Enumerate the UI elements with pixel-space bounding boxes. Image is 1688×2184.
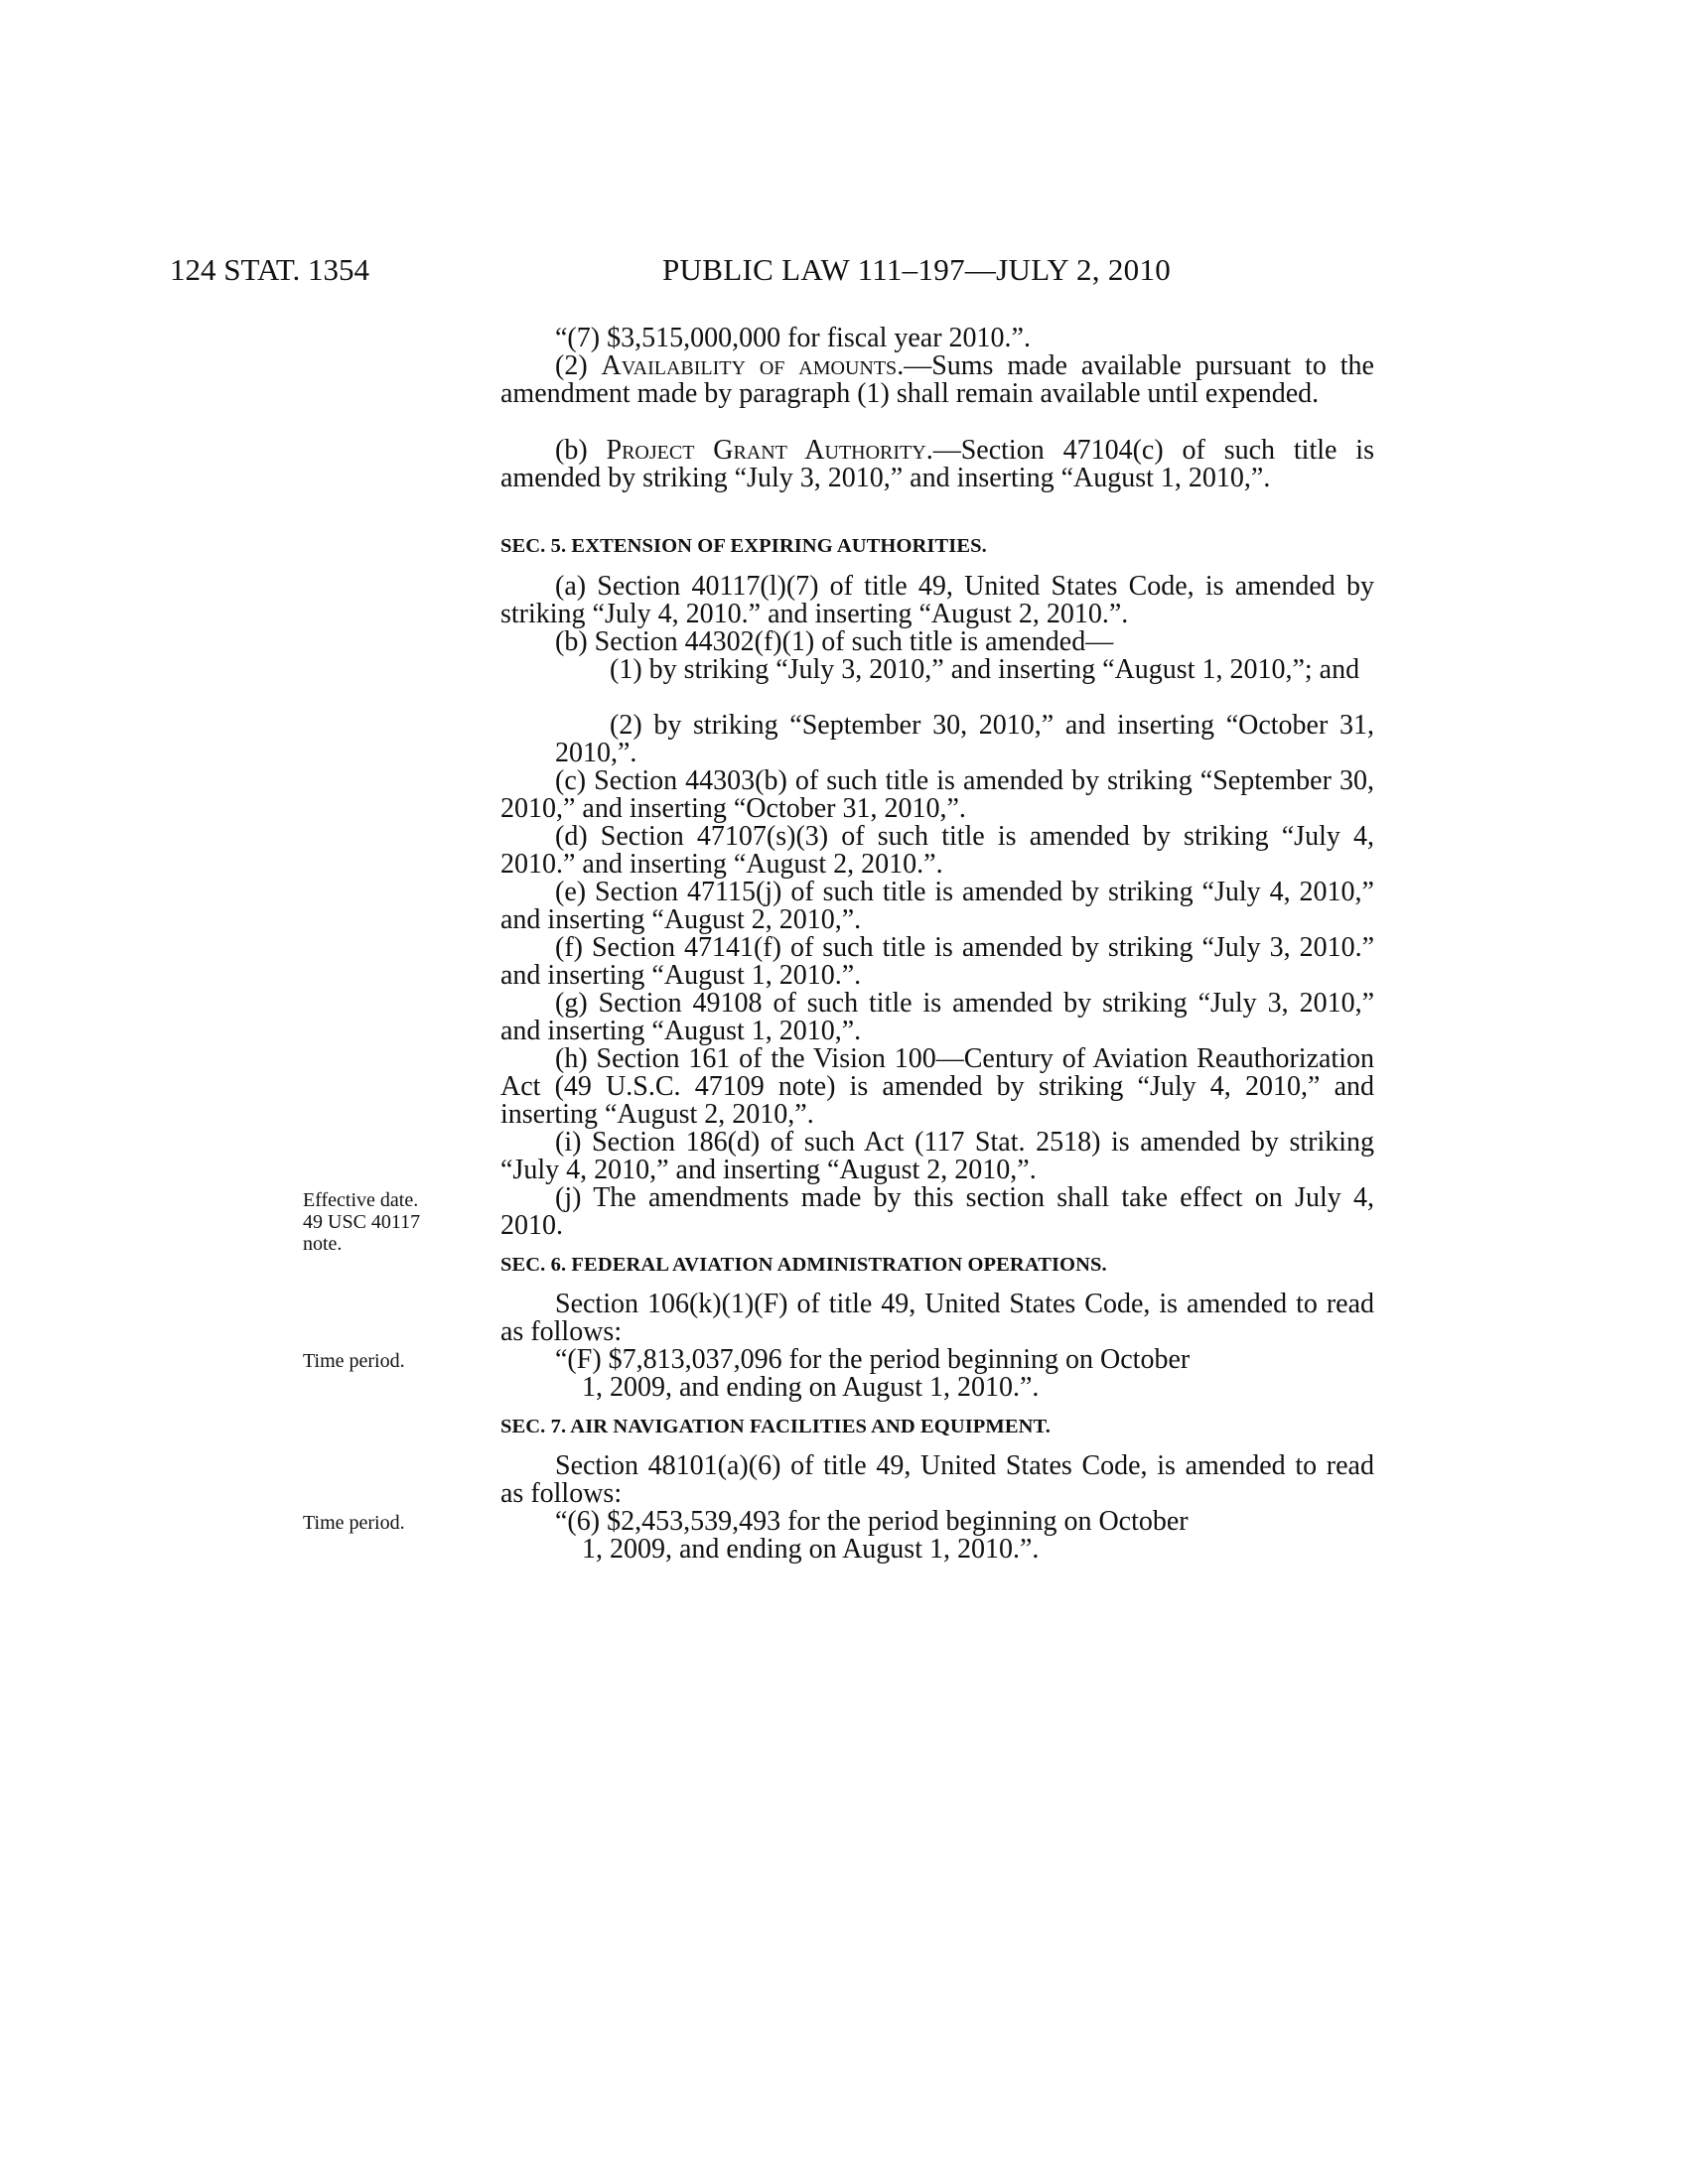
page-title: PUBLIC LAW 111–197—JULY 2, 2010 — [662, 252, 1172, 287]
paragraph-2-availability — [500, 352, 1374, 408]
margin-note-time-period: Time period. — [303, 1512, 405, 1534]
sec5-subsection-h: (h) Section 161 of the Vision 100—Century of Aviation Reauthorization Act (49 U.S.C. 47109 note) is amended by striking “July 4, 2010,” and inserting “August 2, 2010,”. — [500, 1043, 1374, 1131]
sec6-intro: Section 106(k)(1)(F) of title 49, United States Code, is amended to read as follows: — [500, 1289, 1374, 1348]
quote-line-2: 1, 2009, and ending on August 1, 2010.”. — [582, 1372, 1040, 1404]
paragraph-7: “(7) $3,515,000,000 for fiscal year 2010.”. — [555, 323, 1031, 353]
section-5-heading: SEC. 5. EXTENSION OF EXPIRING AUTHORITIES. — [500, 535, 987, 557]
section-6-heading: SEC. 6. FEDERAL AVIATION ADMINISTRATION OPERATIONS. — [500, 1254, 1107, 1276]
sec7-intro: Section 48101(a)(6) of title 49, United States Code, is amended to read as follows: — [500, 1450, 1374, 1510]
sec5-subsection-b: (b) Section 44302(f)(1) of such title is amended— — [555, 626, 1114, 657]
margin-note-time-period: Time period. — [303, 1350, 405, 1372]
quote-line-2: 1, 2009, and ending on August 1, 2010.”. — [582, 1534, 1040, 1566]
sec7-quoted-text — [555, 1508, 1374, 1564]
sec5-subsection-f: (f) Section 47141(f) of such title is amended by striking “July 3, 2010.” and inserting “August 1, 2010.”. — [500, 932, 1374, 992]
paragraph-body: .—Sums made available pursuant to the amendment made by paragraph (1) shall remain available until expended. — [500, 350, 1374, 410]
paragraph-label: (b) — [555, 435, 607, 466]
margin-note-effective-date — [303, 1189, 452, 1255]
paragraph-heading: Availability of amounts — [601, 350, 898, 381]
paragraph-heading: Project Grant Authority — [606, 435, 926, 466]
sec6-quoted-text — [555, 1346, 1374, 1402]
margin-note-line: 49 USC 40117 — [303, 1211, 421, 1233]
sec5-subsection-d: (d) Section 47107(s)(3) of such title is amended by striking “July 4, 2010.” and inserting “August 2, 2010.”. — [500, 821, 1374, 881]
sec5-subsection-g: (g) Section 49108 of such title is amended by striking “July 3, 2010,” and inserting “August 1, 2010,”. — [500, 988, 1374, 1047]
sec5-subsection-j: (j) The amendments made by this section shall take effect on July 4, 2010. — [500, 1182, 1374, 1242]
sec5-subsection-i: (i) Section 186(d) of such Act (117 Stat. 2518) is amended by striking “July 4, 2010,” and inserting “August 2, 2010,”. — [500, 1127, 1374, 1186]
quote-line-1: “(F) $7,813,037,096 for the period beginning on October — [555, 1344, 1191, 1375]
paragraph-b-project-grant — [500, 437, 1374, 492]
sec5-subsection-b2: (2) by striking “September 30, 2010,” and inserting “October 31, 2010,”. — [555, 710, 1374, 769]
quote-line-1: “(6) $2,453,539,493 for the period beginning on October — [555, 1506, 1189, 1537]
sec5-subsection-e: (e) Section 47115(j) of such title is amended by striking “July 4, 2010,” and inserting “August 2, 2010,”. — [500, 877, 1374, 936]
sec5-subsection-b1: (1) by striking “July 3, 2010,” and inserting “August 1, 2010,”; and — [610, 654, 1360, 685]
sec5-subsection-c: (c) Section 44303(b) of such title is amended by striking “September 30, 2010,” and inserting “October 31, 2010,”. — [500, 765, 1374, 825]
paragraph-label: (2) — [555, 350, 602, 381]
sec5-subsection-a: (a) Section 40117(l)(7) of title 49, United States Code, is amended by striking “July 4, 2010.” and inserting “August 2, 2010.”. — [500, 571, 1374, 630]
margin-note-line: Effective date. — [303, 1189, 419, 1211]
section-7-heading: SEC. 7. AIR NAVIGATION FACILITIES AND EQUIPMENT. — [500, 1416, 1052, 1437]
stat-reference: 124 STAT. 1354 — [170, 252, 370, 287]
paragraph-body: .—Section 47104(c) of such title is amended by striking “July 3, 2010,” and inserting “August 1, 2010,”. — [500, 435, 1374, 494]
margin-note-line: note. — [303, 1233, 343, 1255]
